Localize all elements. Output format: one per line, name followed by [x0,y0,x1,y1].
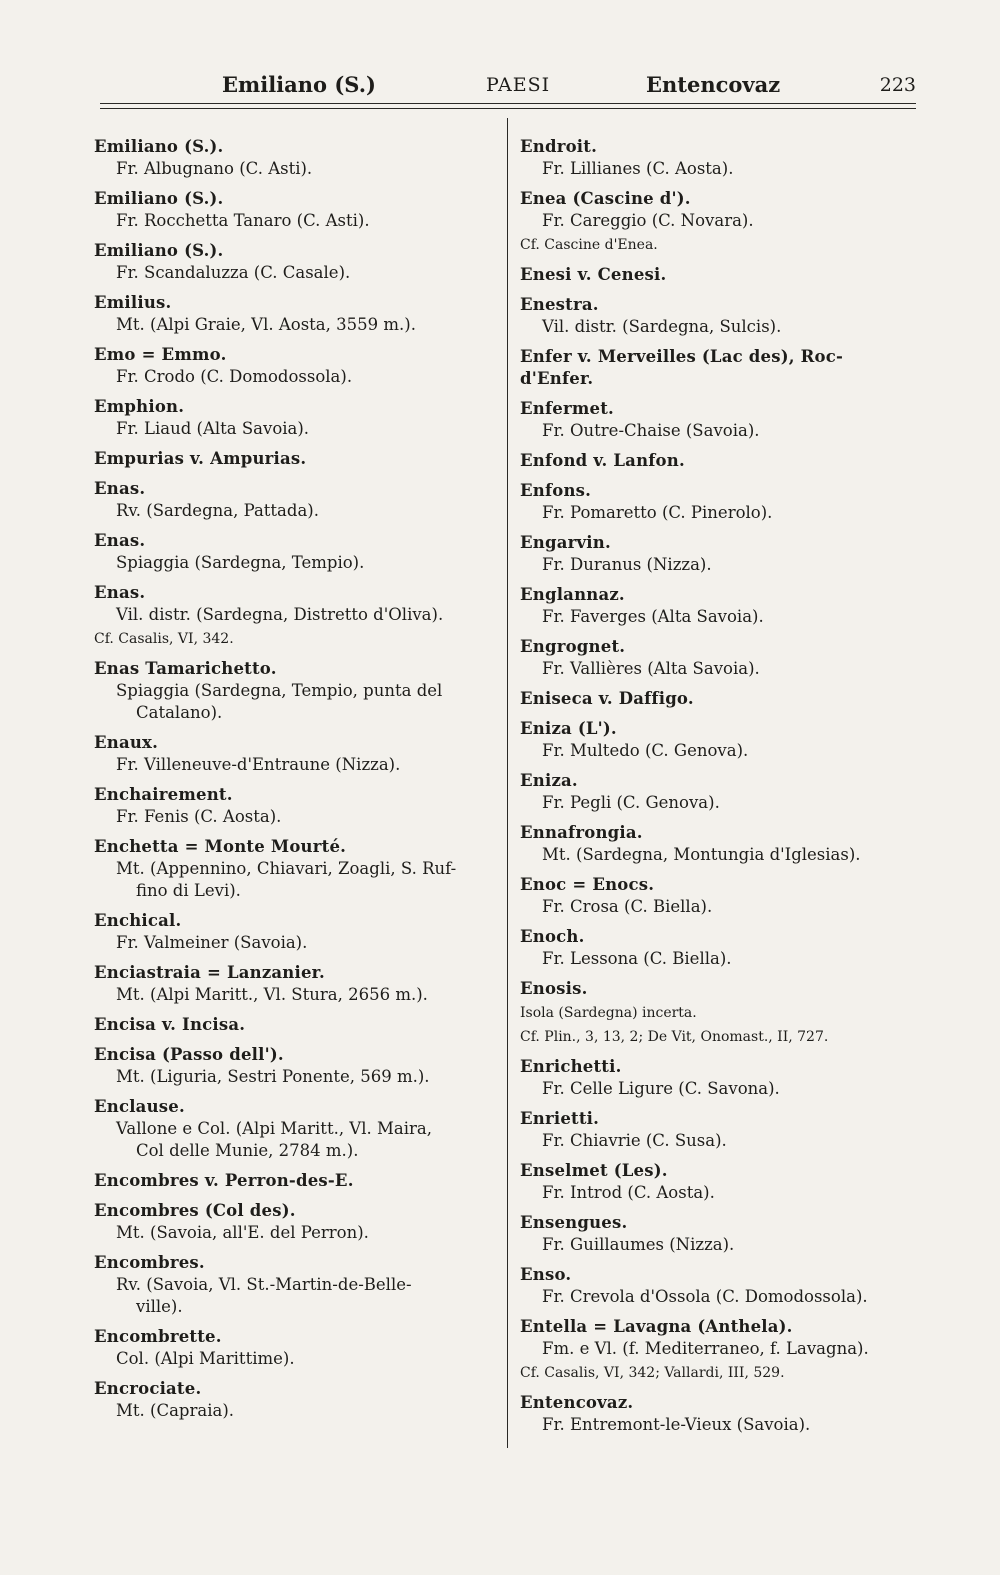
entry-line: Fr. Pegli (C. Genova). [542,793,720,812]
gazetteer-entry [520,398,916,442]
entry-headword: Emiliano (S.). [94,241,224,260]
entry-headword: Encombres (Col des). [94,1201,296,1220]
entry-line: Fr. Duranus (Nizza). [542,555,712,574]
entry-reference-note: Isola (Sardegna) incerta. [520,1005,697,1021]
entry-line: Fr. Lillianes (C. Aosta). [542,159,734,178]
gazetteer-entry [520,480,916,524]
entry-line: Rv. (Savoia, Vl. St.-Martin-de-Belle- [116,1275,412,1294]
gazetteer-entry [520,978,916,1048]
entry-headword: Emo = Emmo. [94,345,227,364]
entry-line: Fr. Chiavrie (C. Susa). [542,1131,727,1150]
entry-line: Fr. Introd (C. Aosta). [542,1183,715,1202]
running-header [94,72,916,104]
entry-headword: Enchairement. [94,785,233,804]
gazetteer-entry [94,1014,498,1036]
entry-headword: Enselmet (Les). [520,1161,668,1180]
entry-line: Fm. e Vl. (f. Mediterraneo, f. Lavagna). [542,1339,869,1358]
gazetteer-entry [94,478,498,522]
gazetteer-entry [520,584,916,628]
entry-headword: Entella = Lavagna (Anthela). [520,1317,793,1336]
header-left-term: Emiliano (S.) [222,72,376,97]
entry-line: Vallone e Col. (Alpi Maritt., Vl. Maira, [116,1119,432,1138]
entry-headword: Ensengues. [520,1213,628,1232]
entry-headword: Entencovaz. [520,1393,634,1412]
entry-line: Fr. Valmeiner (Savoia). [116,933,308,952]
gazetteer-entry [520,688,916,710]
entry-line: Fr. Careggio (C. Novara). [542,211,754,230]
entry-line: Fr. Albugnano (C. Asti). [116,159,313,178]
entry-line: Fr. Vallières (Alta Savoia). [542,659,760,678]
entry-line: ville). [136,1297,183,1316]
entry-headword: Encrociate. [94,1379,202,1398]
header-rule-thick [100,103,916,104]
entry-headword: Enfons. [520,481,592,500]
entry-line: Mt. (Appennino, Chiavari, Zoagli, S. Ruf- [116,859,457,878]
entry-headword: Emphion. [94,397,185,416]
entry-headword: Enrichetti. [520,1057,622,1076]
entry-headword: Enas. [94,479,146,498]
gazetteer-entry [94,582,498,650]
entry-headword: Encombres. [94,1253,205,1272]
entry-headword: Endroit. [520,137,598,156]
gazetteer-entry [94,1044,498,1088]
entry-line: Fr. Lessona (C. Biella). [542,949,732,968]
entry-line: Fr. Celle Ligure (C. Savona). [542,1079,780,1098]
entry-line: Fr. Guillaumes (Nizza). [542,1235,735,1254]
gazetteer-entry [94,836,498,902]
entry-headword: Enfer v. Merveilles (Lac des), Roc-d'Enfer. [520,347,844,388]
gazetteer-entry [520,1264,916,1308]
entry-reference-note: Cf. Casalis, VI, 342; Vallardi, III, 529. [520,1365,785,1381]
gazetteer-entry [520,294,916,338]
entry-headword: Empurias v. Ampurias. [94,449,307,468]
entry-reference-note: Cf. Casalis, VI, 342. [94,631,234,647]
entry-headword: Enso. [520,1265,572,1284]
entry-headword: Englannaz. [520,585,625,604]
gazetteer-entry [520,1316,916,1384]
entry-line: Mt. (Sardegna, Montungia d'Iglesias). [542,845,861,864]
gazetteer-entry [520,926,916,970]
right-column [520,136,916,1444]
entry-headword: Emiliano (S.). [94,189,224,208]
entry-line: Mt. (Liguria, Sestri Ponente, 569 m.). [116,1067,430,1086]
entry-line: Col delle Munie, 2784 m.). [136,1141,359,1160]
entry-headword: Enas. [94,583,146,602]
gazetteer-entry [520,1056,916,1100]
gazetteer-entry [520,136,916,180]
gazetteer-entry [94,530,498,574]
entry-line: Fr. Fenis (C. Aosta). [116,807,282,826]
gazetteer-entry [94,784,498,828]
gazetteer-entry [520,1392,916,1436]
gazetteer-entry [94,910,498,954]
entry-headword: Enesi v. Cenesi. [520,265,667,284]
entry-headword: Enchetta = Monte Mourté. [94,837,347,856]
gazetteer-entry [94,240,498,284]
entry-line: Fr. Scandaluzza (C. Casale). [116,263,351,282]
entry-line: fino di Levi). [136,881,241,900]
entry-headword: Enas. [94,531,146,550]
entry-headword: Enosis. [520,979,588,998]
gazetteer-entry [520,264,916,286]
gazetteer-entry [520,822,916,866]
gazetteer-entry [94,962,498,1006]
entry-headword: Engarvin. [520,533,611,552]
entry-headword: Encombres v. Perron-des-E. [94,1171,354,1190]
entry-headword: Enclause. [94,1097,185,1116]
gazetteer-entry [520,718,916,762]
gazetteer-entry [520,346,916,390]
entry-line: Mt. (Savoia, all'E. del Perron). [116,1223,369,1242]
entry-headword: Enestra. [520,295,599,314]
entry-reference-note: Cf. Plin., 3, 13, 2; De Vit, Onomast., II, 727. [520,1029,829,1045]
entry-headword: Encisa (Passo dell'). [94,1045,284,1064]
entry-headword: Ennafrongia. [520,823,643,842]
entry-headword: Emilius. [94,293,172,312]
gazetteer-entry [94,1326,498,1370]
entry-line: Fr. Pomaretto (C. Pinerolo). [542,503,773,522]
entry-headword: Eniseca v. Daffigo. [520,689,694,708]
entry-headword: Emiliano (S.). [94,137,224,156]
entry-headword: Enoc = Enocs. [520,875,655,894]
entry-line: Mt. (Capraia). [116,1401,234,1420]
gazetteer-entry [520,1108,916,1152]
entry-line: Fr. Villeneuve-d'Entraune (Nizza). [116,755,401,774]
entry-headword: Enfond v. Lanfon. [520,451,685,470]
entry-headword: Enas Tamarichetto. [94,659,277,678]
gazetteer-entry [94,658,498,724]
gazetteer-entry [94,1096,498,1162]
gazetteer-entry [94,1252,498,1318]
entry-line: Fr. Faverges (Alta Savoia). [542,607,764,626]
gazetteer-entry [94,136,498,180]
gazetteer-entry [520,1160,916,1204]
entry-reference-note: Cf. Cascine d'Enea. [520,237,658,253]
left-column [94,136,498,1430]
header-right-term: Entencovaz [646,72,781,97]
entry-headword: Eniza (L'). [520,719,617,738]
entry-line: Fr. Outre-Chaise (Savoia). [542,421,760,440]
entry-headword: Enoch. [520,927,585,946]
column-divider [507,118,508,1448]
gazetteer-entry [94,344,498,388]
entry-line: Fr. Entremont-le-Vieux (Savoia). [542,1415,811,1434]
entry-line: Fr. Crevola d'Ossola (C. Domodossola). [542,1287,868,1306]
gazetteer-entry [94,1200,498,1244]
entry-line: Fr. Liaud (Alta Savoia). [116,419,310,438]
gazetteer-entry [94,1170,498,1192]
entry-line: Rv. (Sardegna, Pattada). [116,501,319,520]
header-section-title: PAESI [486,74,551,96]
gazetteer-entry [520,450,916,472]
entry-headword: Enea (Cascine d'). [520,189,691,208]
entry-headword: Enfermet. [520,399,614,418]
entry-headword: Encisa v. Incisa. [94,1015,246,1034]
entry-headword: Encombrette. [94,1327,222,1346]
entry-headword: Engrognet. [520,637,626,656]
gazetteer-entry [94,1378,498,1422]
entry-headword: Eniza. [520,771,578,790]
gazetteer-entry [520,770,916,814]
entry-line: Mt. (Alpi Graie, Vl. Aosta, 3559 m.). [116,315,416,334]
entry-line: Fr. Rocchetta Tanaro (C. Asti). [116,211,370,230]
gazetteer-entry [520,188,916,256]
entry-line: Vil. distr. (Sardegna, Distretto d'Oliva). [116,605,444,624]
gazetteer-entry [520,874,916,918]
entry-line: Fr. Crosa (C. Biella). [542,897,713,916]
entry-line: Col. (Alpi Marittime). [116,1349,295,1368]
gazetteer-entry [94,188,498,232]
gazetteer-entry [520,532,916,576]
entry-headword: Enchical. [94,911,182,930]
entry-line: Catalano). [136,703,223,722]
entry-line: Spiaggia (Sardegna, Tempio, punta del [116,681,443,700]
entry-headword: Enciastraia = Lanzanier. [94,963,325,982]
gazetteer-entry [94,292,498,336]
entry-line: Fr. Crodo (C. Domodossola). [116,367,353,386]
gazetteer-entry [94,448,498,470]
entry-headword: Enaux. [94,733,159,752]
gazetteer-entry [94,732,498,776]
gazetteer-entry [94,396,498,440]
entry-headword: Enrietti. [520,1109,600,1128]
gazetteer-entry [520,1212,916,1256]
header-rule-thin [100,108,916,109]
entry-line: Mt. (Alpi Maritt., Vl. Stura, 2656 m.). [116,985,428,1004]
gazetteer-entry [520,636,916,680]
entry-line: Spiaggia (Sardegna, Tempio). [116,553,365,572]
entry-line: Vil. distr. (Sardegna, Sulcis). [542,317,782,336]
entry-line: Fr. Multedo (C. Genova). [542,741,749,760]
page-number: 223 [879,74,916,96]
